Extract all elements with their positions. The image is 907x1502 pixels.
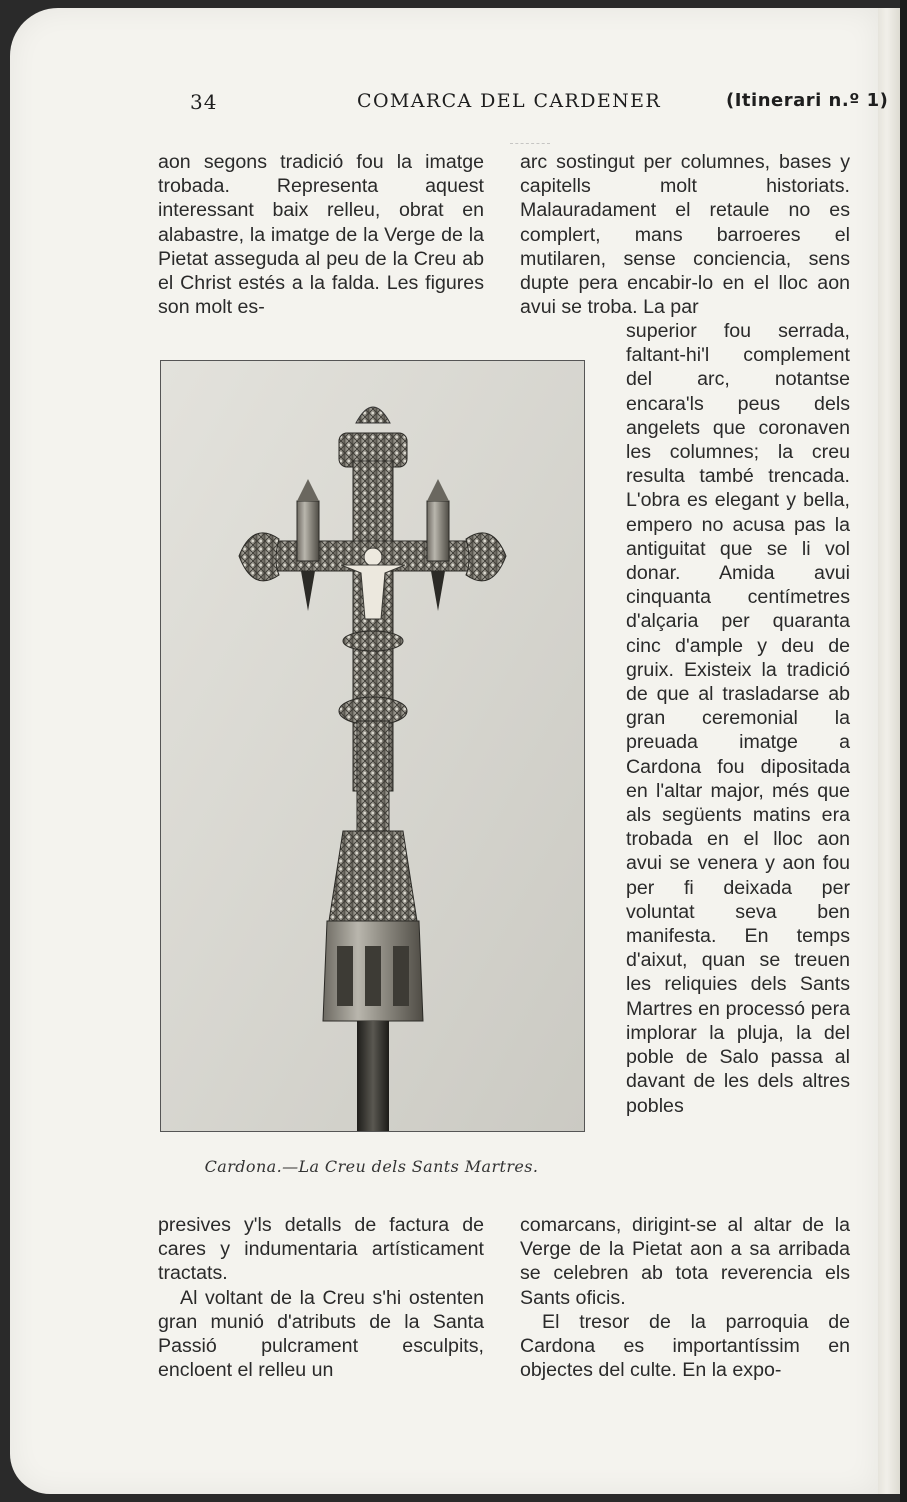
running-title: COMARCA DEL CARDENER: [357, 90, 662, 112]
column-right-narrow: [626, 319, 850, 1118]
figure-caption: Cardona.—La Creu dels Sants Martres.: [204, 1157, 539, 1176]
column-left-bottom: [158, 1213, 484, 1382]
paragraph: El tresor de la parroquia de Cardona es importantíssim en objectes del culte. En la expo-: [520, 1310, 850, 1382]
column-right-bottom: [520, 1213, 850, 1382]
paragraph: arc sostingut per columnes, bases y capitells molt historiats. Malauradament el retaule no es complert, mans barroeres el mutilaren, sense conciencia, sens dupte pera encabir-lo en el lloc aon avui se troba. La par: [520, 151, 850, 319]
paragraph: aon segons tradició fou la imatge trobada. Representa aquest interessant baix relleu, obrat en alabastre, la imatge de la Verge de la Pietat asseguda al peu de la Creu ab el Christ estés a la falda. Les figures son molt es-: [158, 151, 484, 319]
itinerary-label: (Itinerari n.º 1): [726, 90, 889, 111]
figure-cross-photo: [160, 360, 585, 1132]
page-number: 34: [190, 90, 218, 114]
paragraph: comarcans, dirigint-se al altar de la Verge de la Pietat aon a sa arribada se celebren ab tota reverencia els Sants oficis.: [520, 1214, 850, 1309]
column-left-top: [158, 150, 484, 319]
page-edge: [878, 8, 900, 1494]
paragraph: Al voltant de la Creu s'hi ostenten gran munió d'atributs de la Santa Passió pulcrament esculpits, encloent el relleu un: [158, 1286, 484, 1382]
column-right-top: [520, 150, 850, 319]
paragraph: superior fou serrada, faltant-hi'l complement del arc, notantse encara'ls peus dels angelets que coronaven les columnes; la creu resulta també trencada. L'obra es elegant y bella, empero no acusa pas la antiguitat que se li vol donar. Amida avui cinquanta centímetres d'alçaria per quaranta cinc d'ample y deu de gruix. Existeix la tradició de que al trasladarse ab gran ceremonial la preuada imatge a Cardona fou dipositada en l'altar major, més que als següents matins era trobada en el lloc aon avui se venera y aon fou per fi deixada per voluntat seva ben manifesta. En temps d'aixut, quan se treuen les reliquies dels Sants Martres en processó pera implorar la pluja, la del poble de Salo passa al davant de les dels altres pobles: [626, 320, 850, 1117]
processional-cross-image: [161, 361, 584, 1131]
paragraph: presives y'ls detalls de factura de cares y indumentaria artísticament tractats.: [158, 1214, 484, 1285]
binding-shadow: [900, 0, 907, 1502]
